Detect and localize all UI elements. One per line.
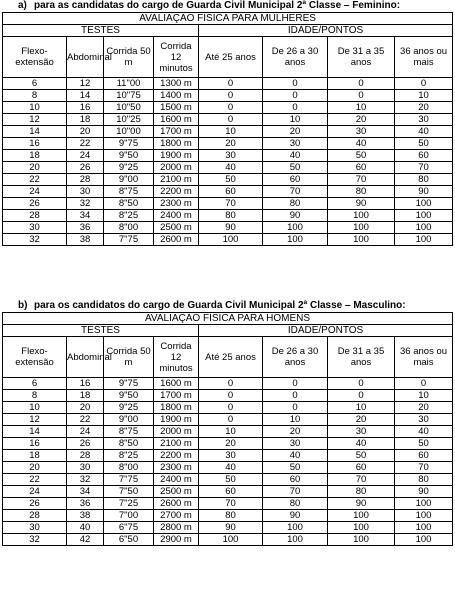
table-cell: 6"75 xyxy=(104,522,154,534)
section-women xyxy=(0,0,455,246)
table-cell: 8"00 xyxy=(104,222,154,234)
table-cell: 2600 m xyxy=(154,234,199,246)
table-cell: 1800 m xyxy=(154,138,199,150)
fitness-table-men xyxy=(2,312,453,546)
table-cell: 8"75 xyxy=(104,186,154,198)
table-cell: 16 xyxy=(3,438,67,450)
table-row xyxy=(3,486,453,498)
table-cell: 8"75 xyxy=(104,426,154,438)
table-cell: 30 xyxy=(395,414,453,426)
table-cell: 22 xyxy=(3,174,67,186)
table-cell: 12 xyxy=(67,78,104,90)
table-cell: 10 xyxy=(3,402,67,414)
table-row xyxy=(3,90,453,102)
table-cell: 6 xyxy=(3,78,67,90)
table-cell: 24 xyxy=(3,186,67,198)
group-header-row xyxy=(3,25,453,37)
table-row xyxy=(3,414,453,426)
table-cell: 20 xyxy=(3,162,67,174)
table-cell: 0 xyxy=(199,78,263,90)
column-header: Corrida 50 m xyxy=(104,37,154,78)
table-cell: 34 xyxy=(67,486,104,498)
table-cell: 10 xyxy=(395,390,453,402)
table-cell: 90 xyxy=(395,186,453,198)
group-header-age: IDADE/PONTOS xyxy=(199,325,453,337)
table-cell: 22 xyxy=(67,414,104,426)
table-cell: 30 xyxy=(3,222,67,234)
table-cell: 9"25 xyxy=(104,162,154,174)
section-men xyxy=(0,300,455,546)
table-body xyxy=(3,313,453,546)
table-cell: 2300 m xyxy=(154,198,199,210)
table-cell: 20 xyxy=(199,138,263,150)
table-cell: 50 xyxy=(328,150,395,162)
table-row xyxy=(3,174,453,186)
table-cell: 1600 m xyxy=(154,378,199,390)
table-cell: 60 xyxy=(199,486,263,498)
table-row xyxy=(3,222,453,234)
table-cell: 0 xyxy=(263,390,328,402)
group-header-age: IDADE/PONTOS xyxy=(199,25,453,37)
table-cell: 7"50 xyxy=(104,486,154,498)
table-title-row xyxy=(3,13,453,25)
table-cell: 100 xyxy=(328,510,395,522)
table-cell: 12 xyxy=(3,414,67,426)
table-cell: 0 xyxy=(199,414,263,426)
table-cell: 30 xyxy=(263,438,328,450)
table-cell: 2000 m xyxy=(154,426,199,438)
table-cell: 36 xyxy=(67,498,104,510)
table-cell: 8 xyxy=(3,90,67,102)
table-cell: 50 xyxy=(263,162,328,174)
table-cell: 1900 m xyxy=(154,150,199,162)
column-header: De 31 a 35 anos xyxy=(328,37,395,78)
table-cell: 0 xyxy=(263,78,328,90)
table-cell: 16 xyxy=(67,102,104,114)
table-cell: 40 xyxy=(328,438,395,450)
table-row xyxy=(3,390,453,402)
table-cell: 16 xyxy=(67,378,104,390)
table-cell: 1600 m xyxy=(154,114,199,126)
table-cell: 1700 m xyxy=(154,390,199,402)
table-cell: 0 xyxy=(199,378,263,390)
table-cell: 18 xyxy=(67,114,104,126)
table-cell: 70 xyxy=(199,198,263,210)
table-cell: 0 xyxy=(199,402,263,414)
table-row xyxy=(3,186,453,198)
table-cell: 40 xyxy=(199,462,263,474)
table-cell: 0 xyxy=(395,78,453,90)
table-cell: 90 xyxy=(395,486,453,498)
table-cell: 20 xyxy=(3,462,67,474)
table-cell: 50 xyxy=(199,474,263,486)
table-cell: 90 xyxy=(199,522,263,534)
column-header: Até 25 anos xyxy=(199,337,263,378)
table-cell: 32 xyxy=(3,234,67,246)
table-cell: 2400 m xyxy=(154,474,199,486)
table-cell: 100 xyxy=(328,522,395,534)
table-row xyxy=(3,474,453,486)
table-cell: 2600 m xyxy=(154,498,199,510)
table-cell: 70 xyxy=(263,186,328,198)
table-cell: 30 xyxy=(395,114,453,126)
table-cell: 28 xyxy=(3,210,67,222)
table-cell: 20 xyxy=(67,126,104,138)
table-cell: 90 xyxy=(328,198,395,210)
table-cell: 30 xyxy=(199,450,263,462)
table-cell: 1400 m xyxy=(154,90,199,102)
table-cell: 9"75 xyxy=(104,378,154,390)
table-cell: 40 xyxy=(395,426,453,438)
table-cell: 20 xyxy=(199,438,263,450)
table-cell: 0 xyxy=(328,90,395,102)
table-cell: 20 xyxy=(263,126,328,138)
column-header-row xyxy=(3,337,453,378)
table-cell: 22 xyxy=(67,138,104,150)
table-cell: 30 xyxy=(328,126,395,138)
table-cell: 70 xyxy=(395,162,453,174)
table-cell: 40 xyxy=(199,162,263,174)
table-cell: 0 xyxy=(328,78,395,90)
table-cell: 7"75 xyxy=(104,234,154,246)
table-row xyxy=(3,138,453,150)
table-cell: 2500 m xyxy=(154,222,199,234)
table-cell: 90 xyxy=(328,498,395,510)
table-row xyxy=(3,126,453,138)
table-cell: 80 xyxy=(395,474,453,486)
table-cell: 2100 m xyxy=(154,174,199,186)
table-cell: 50 xyxy=(395,438,453,450)
table-cell: 10 xyxy=(199,426,263,438)
table-cell: 100 xyxy=(328,222,395,234)
table-cell: 11"00 xyxy=(104,78,154,90)
table-cell: 8 xyxy=(3,390,67,402)
table-title: AVALIAÇÃO FÍSICA PARA HOMENS xyxy=(3,313,453,325)
fitness-table-women xyxy=(2,12,453,246)
table-cell: 70 xyxy=(328,174,395,186)
section-heading-text: para os candidatos do cargo de Guarda Civil Municipal 2ª Classe – Masculino: xyxy=(34,300,406,311)
table-cell: 20 xyxy=(328,414,395,426)
table-cell: 1500 m xyxy=(154,102,199,114)
table-cell: 2700 m xyxy=(154,510,199,522)
table-cell: 100 xyxy=(395,498,453,510)
group-header-tests: TESTES xyxy=(3,25,199,37)
table-cell: 38 xyxy=(67,510,104,522)
table-cell: 9"75 xyxy=(104,138,154,150)
table-cell: 20 xyxy=(395,102,453,114)
table-cell: 30 xyxy=(328,426,395,438)
section-heading xyxy=(18,300,455,312)
section-heading-text: para as candidatas do cargo de Guarda Civil Municipal 2ª Classe – Feminino: xyxy=(34,0,401,11)
table-cell: 32 xyxy=(67,198,104,210)
table-cell: 100 xyxy=(263,534,328,546)
table-cell: 60 xyxy=(395,150,453,162)
table-cell: 8"25 xyxy=(104,450,154,462)
table-cell: 10"50 xyxy=(104,102,154,114)
table-row xyxy=(3,234,453,246)
table-cell: 0 xyxy=(199,90,263,102)
table-cell: 22 xyxy=(3,474,67,486)
table-cell: 80 xyxy=(328,486,395,498)
table-cell: 50 xyxy=(395,138,453,150)
table-cell: 50 xyxy=(263,462,328,474)
table-cell: 10"75 xyxy=(104,90,154,102)
table-cell: 0 xyxy=(328,390,395,402)
table-cell: 9"50 xyxy=(104,150,154,162)
table-cell: 10 xyxy=(199,126,263,138)
table-cell: 26 xyxy=(3,498,67,510)
table-cell: 26 xyxy=(3,198,67,210)
table-cell: 2100 m xyxy=(154,438,199,450)
table-cell: 80 xyxy=(395,174,453,186)
table-row xyxy=(3,378,453,390)
table-cell: 10 xyxy=(263,114,328,126)
table-cell: 100 xyxy=(395,210,453,222)
table-row xyxy=(3,102,453,114)
table-cell: 80 xyxy=(263,498,328,510)
table-cell: 8"00 xyxy=(104,462,154,474)
table-cell: 40 xyxy=(263,150,328,162)
table-cell: 10 xyxy=(328,102,395,114)
table-cell: 38 xyxy=(67,234,104,246)
section-heading xyxy=(18,0,455,12)
table-cell: 9"50 xyxy=(104,390,154,402)
table-cell: 100 xyxy=(263,234,328,246)
table-cell: 8"50 xyxy=(104,198,154,210)
table-cell: 1700 m xyxy=(154,126,199,138)
table-cell: 50 xyxy=(199,174,263,186)
table-cell: 80 xyxy=(263,198,328,210)
table-cell: 100 xyxy=(395,234,453,246)
table-cell: 14 xyxy=(3,426,67,438)
table-cell: 32 xyxy=(67,474,104,486)
table-cell: 1300 m xyxy=(154,78,199,90)
table-cell: 100 xyxy=(328,534,395,546)
table-cell: 2500 m xyxy=(154,486,199,498)
table-cell: 32 xyxy=(3,534,67,546)
table-row xyxy=(3,438,453,450)
table-cell: 9"00 xyxy=(104,174,154,186)
table-cell: 60 xyxy=(199,186,263,198)
column-header: Abdominal xyxy=(67,337,104,378)
table-cell: 60 xyxy=(263,174,328,186)
table-row xyxy=(3,534,453,546)
table-row xyxy=(3,114,453,126)
table-cell: 2000 m xyxy=(154,162,199,174)
table-row xyxy=(3,210,453,222)
table-cell: 0 xyxy=(199,390,263,402)
table-cell: 30 xyxy=(3,522,67,534)
table-cell: 18 xyxy=(67,390,104,402)
table-cell: 28 xyxy=(67,450,104,462)
table-cell: 9"25 xyxy=(104,402,154,414)
table-cell: 80 xyxy=(199,210,263,222)
table-cell: 1900 m xyxy=(154,414,199,426)
table-cell: 80 xyxy=(199,510,263,522)
table-cell: 100 xyxy=(263,222,328,234)
table-cell: 34 xyxy=(67,210,104,222)
table-cell: 20 xyxy=(395,402,453,414)
table-cell: 20 xyxy=(67,402,104,414)
table-cell: 12 xyxy=(3,114,67,126)
table-cell: 40 xyxy=(395,126,453,138)
table-row xyxy=(3,426,453,438)
table-cell: 100 xyxy=(199,534,263,546)
table-cell: 100 xyxy=(395,198,453,210)
table-cell: 10 xyxy=(395,90,453,102)
table-row xyxy=(3,150,453,162)
table-cell: 100 xyxy=(395,222,453,234)
table-cell: 10 xyxy=(328,402,395,414)
table-body xyxy=(3,13,453,246)
table-cell: 28 xyxy=(3,510,67,522)
table-cell: 100 xyxy=(395,510,453,522)
table-cell: 70 xyxy=(263,486,328,498)
table-cell: 100 xyxy=(263,522,328,534)
table-row xyxy=(3,462,453,474)
table-cell: 60 xyxy=(263,474,328,486)
table-cell: 2200 m xyxy=(154,450,199,462)
table-row xyxy=(3,198,453,210)
table-cell: 7"00 xyxy=(104,510,154,522)
table-title: AVALIAÇÃO FÍSICA PARA MULHERES xyxy=(3,13,453,25)
table-cell: 2900 m xyxy=(154,534,199,546)
table-cell: 40 xyxy=(328,138,395,150)
table-cell: 26 xyxy=(67,438,104,450)
table-cell: 18 xyxy=(3,450,67,462)
section-letter: a) xyxy=(18,0,27,11)
table-cell: 8"50 xyxy=(104,438,154,450)
table-cell: 7"75 xyxy=(104,474,154,486)
table-cell: 6"50 xyxy=(104,534,154,546)
table-cell: 90 xyxy=(199,222,263,234)
table-cell: 20 xyxy=(263,426,328,438)
table-cell: 2300 m xyxy=(154,462,199,474)
table-cell: 0 xyxy=(328,378,395,390)
table-cell: 0 xyxy=(199,114,263,126)
table-row xyxy=(3,498,453,510)
column-header: Corrida 12 minutos xyxy=(154,37,199,78)
table-cell: 10 xyxy=(3,102,67,114)
table-cell: 6 xyxy=(3,378,67,390)
column-header: 36 anos ou mais xyxy=(395,337,453,378)
table-cell: 30 xyxy=(263,138,328,150)
table-cell: 40 xyxy=(263,450,328,462)
table-row xyxy=(3,510,453,522)
column-header: Corrida 12 minutos xyxy=(154,337,199,378)
table-cell: 36 xyxy=(67,222,104,234)
table-cell: 100 xyxy=(395,534,453,546)
table-cell: 2800 m xyxy=(154,522,199,534)
table-cell: 100 xyxy=(395,522,453,534)
table-row xyxy=(3,450,453,462)
table-row xyxy=(3,78,453,90)
table-cell: 30 xyxy=(199,150,263,162)
table-cell: 16 xyxy=(3,138,67,150)
table-cell: 24 xyxy=(67,426,104,438)
table-title-row xyxy=(3,313,453,325)
group-header-tests: TESTES xyxy=(3,325,199,337)
group-header-row xyxy=(3,325,453,337)
table-cell: 60 xyxy=(328,162,395,174)
table-cell: 10 xyxy=(263,414,328,426)
table-cell: 14 xyxy=(3,126,67,138)
table-cell: 100 xyxy=(328,234,395,246)
table-cell: 28 xyxy=(67,174,104,186)
table-cell: 30 xyxy=(67,462,104,474)
table-row xyxy=(3,402,453,414)
table-cell: 30 xyxy=(67,186,104,198)
table-cell: 9"00 xyxy=(104,414,154,426)
column-header-row xyxy=(3,37,453,78)
table-cell: 2400 m xyxy=(154,210,199,222)
table-cell: 100 xyxy=(199,234,263,246)
column-header: Abdominal xyxy=(67,37,104,78)
column-header: De 26 a 30 anos xyxy=(263,37,328,78)
table-cell: 18 xyxy=(3,150,67,162)
table-cell: 24 xyxy=(67,150,104,162)
table-cell: 70 xyxy=(328,474,395,486)
column-header: Corrida 50 m xyxy=(104,337,154,378)
table-cell: 50 xyxy=(328,450,395,462)
table-cell: 24 xyxy=(3,486,67,498)
table-cell: 0 xyxy=(395,378,453,390)
table-cell: 10"00 xyxy=(104,126,154,138)
table-cell: 0 xyxy=(263,102,328,114)
table-row xyxy=(3,522,453,534)
table-cell: 70 xyxy=(395,462,453,474)
table-cell: 0 xyxy=(263,378,328,390)
table-row xyxy=(3,162,453,174)
table-cell: 40 xyxy=(67,522,104,534)
table-cell: 2200 m xyxy=(154,186,199,198)
table-cell: 90 xyxy=(263,510,328,522)
table-cell: 0 xyxy=(199,102,263,114)
table-cell: 70 xyxy=(199,498,263,510)
column-header: Flexo-extensão xyxy=(3,337,67,378)
table-cell: 90 xyxy=(263,210,328,222)
table-cell: 100 xyxy=(328,210,395,222)
table-cell: 1800 m xyxy=(154,402,199,414)
table-cell: 10"25 xyxy=(104,114,154,126)
column-header: De 26 a 30 anos xyxy=(263,337,328,378)
table-cell: 7"25 xyxy=(104,498,154,510)
column-header: Flexo-extensão xyxy=(3,37,67,78)
table-cell: 0 xyxy=(263,90,328,102)
table-cell: 42 xyxy=(67,534,104,546)
column-header: Até 25 anos xyxy=(199,37,263,78)
table-cell: 14 xyxy=(67,90,104,102)
table-cell: 26 xyxy=(67,162,104,174)
table-cell: 60 xyxy=(395,450,453,462)
column-header: De 31 a 35 anos xyxy=(328,337,395,378)
table-cell: 20 xyxy=(328,114,395,126)
table-cell: 0 xyxy=(263,402,328,414)
table-cell: 8"25 xyxy=(104,210,154,222)
section-letter: b) xyxy=(18,300,28,311)
table-cell: 60 xyxy=(328,462,395,474)
table-cell: 80 xyxy=(328,186,395,198)
column-header: 36 anos ou mais xyxy=(395,37,453,78)
